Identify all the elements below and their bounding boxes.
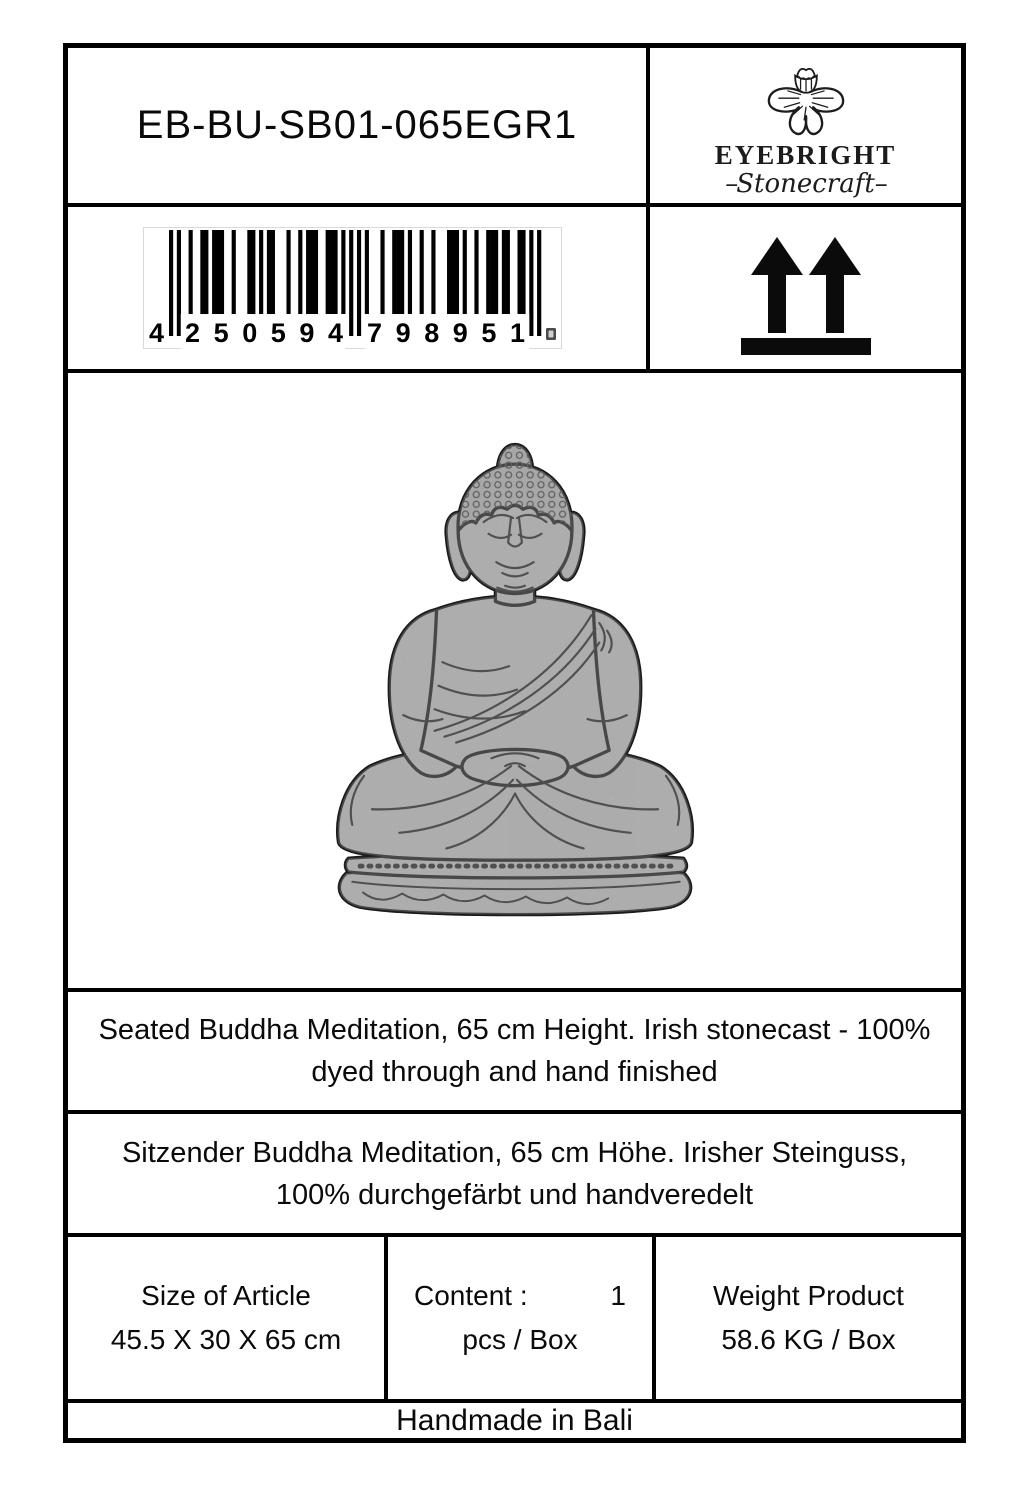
spec-content-title: Content : (414, 1280, 528, 1311)
image-row (68, 373, 961, 992)
spec-weight-title: Weight Product (713, 1280, 904, 1311)
brand-name: EYEBRIGHT (714, 140, 897, 170)
this-way-up-icon (741, 235, 871, 355)
footer (68, 1403, 961, 1438)
spec-size-title: Size of Article (141, 1280, 311, 1311)
barcode-cell (68, 207, 650, 369)
seated-buddha-statue-image (303, 421, 727, 921)
product-code: EB-BU-SB01-065EGR1 (136, 103, 578, 147)
product-code-cell (68, 48, 650, 203)
specs-row (68, 1237, 961, 1403)
description-en-line2: dyed through and hand finished (311, 1056, 718, 1088)
barcode-digits-left: 250594 (184, 318, 343, 348)
barcode-row (68, 207, 961, 373)
this-way-up-cell (650, 207, 961, 369)
spec-content-title-line (388, 1274, 652, 1318)
footer-row (68, 1403, 961, 1438)
description-de-line2: 100% durchgefärbt und handveredelt (275, 1178, 754, 1211)
buddha-image-cell (68, 373, 961, 988)
barcode-digits-right: 798951 (366, 318, 525, 348)
spec-size-value: 45.5 X 30 X 65 cm (110, 1324, 342, 1355)
brand-logo-cell (650, 48, 961, 203)
footer-text: Handmade in Bali (396, 1403, 633, 1437)
header-row (68, 48, 961, 207)
eyebright-flower-icon (760, 62, 852, 138)
spec-content (388, 1237, 656, 1399)
barcode (143, 227, 562, 349)
brand-subtitle: –Stonecraft– (725, 169, 886, 199)
spec-weight (656, 1237, 961, 1399)
spec-content-value: pcs / Box (462, 1324, 578, 1355)
barcode-digit-first: 4 (148, 318, 164, 348)
description-en-row (68, 992, 961, 1114)
spec-weight-value: 58.6 KG / Box (721, 1324, 896, 1355)
spec-size (68, 1237, 388, 1399)
description-de (68, 1114, 961, 1233)
product-label (63, 43, 966, 1443)
description-de-row (68, 1114, 961, 1237)
spec-content-count: 1 (610, 1280, 626, 1311)
description-en (68, 992, 961, 1110)
description-de-line1: Sitzender Buddha Meditation, 65 cm Höhe. Irisher Steinguss, (121, 1136, 908, 1169)
description-en-line1: Seated Buddha Meditation, 65 cm Height. Irish stonecast - 100% (98, 1014, 931, 1046)
